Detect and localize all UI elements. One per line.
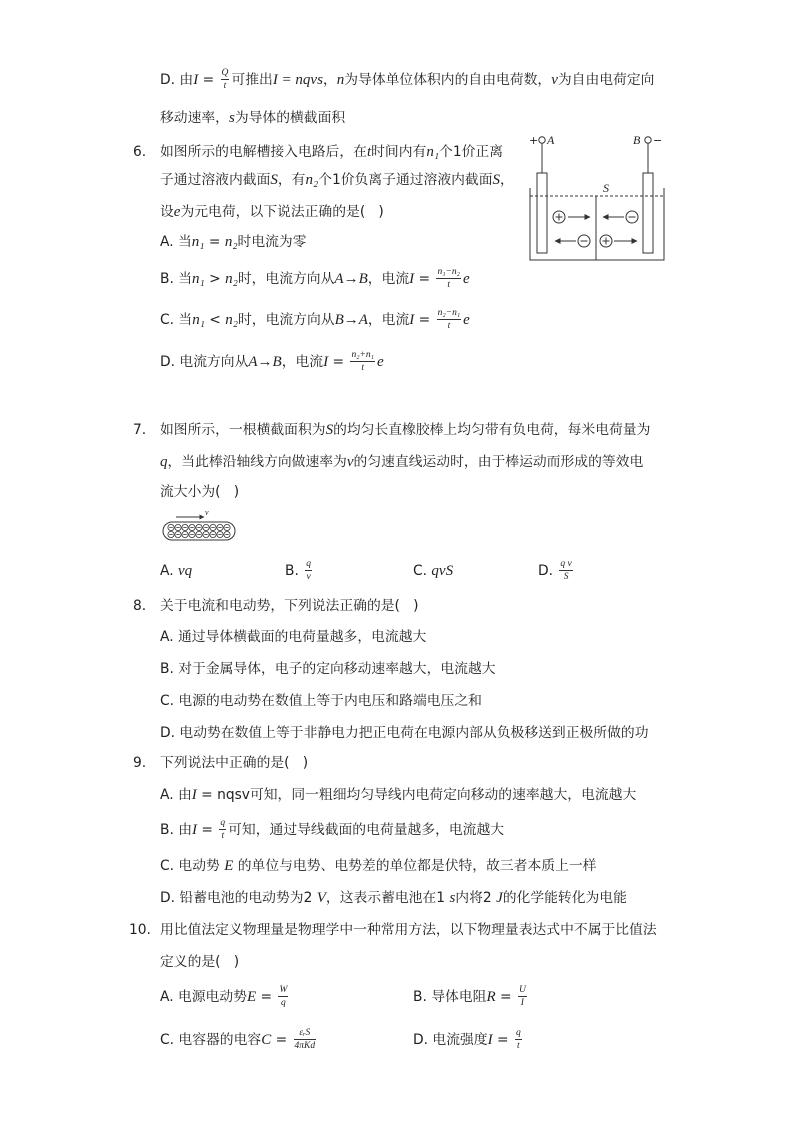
text-run: 的匀速直线运动时，由于棒运动而形成的等效电	[353, 454, 644, 470]
fraction-denominator: t	[447, 279, 451, 290]
text-run: =	[414, 312, 435, 328]
question-10-stem-line-1	[160, 918, 657, 942]
text-run: ，电流	[367, 312, 410, 328]
math-symbol: I	[193, 72, 199, 88]
math-symbol: B→A	[334, 312, 368, 328]
text-run: 关于电流和电动势，下列说法正确的是( )	[160, 598, 419, 614]
text-run: ，这表示蓄电池在1	[325, 890, 450, 906]
text-run: ，	[322, 72, 337, 88]
text-run: ，电流	[367, 271, 410, 287]
electrode-a-plate	[537, 173, 547, 253]
math-symbol: s	[449, 890, 456, 906]
negative-charge	[210, 524, 216, 530]
question-9-option-d	[160, 886, 627, 910]
math-symbol: A→B	[334, 271, 368, 287]
fraction	[305, 559, 312, 582]
question-10-option-d	[413, 1028, 524, 1052]
negative-ion	[626, 211, 638, 223]
text-run: 为元电荷，以下说法正确的是( )	[180, 204, 384, 220]
text-run: =	[328, 354, 349, 370]
math-symbol: V	[316, 890, 326, 906]
question-8-stem	[160, 594, 418, 618]
fraction-numerator: U	[518, 984, 526, 995]
text-run: 可推出	[231, 72, 273, 88]
fraction-denominator: t	[361, 362, 365, 373]
fraction-denominator: v	[306, 571, 311, 582]
fraction-numerator: W	[279, 984, 288, 995]
question-7-option-d	[538, 559, 575, 583]
fraction-numerator: εᵣS	[294, 1028, 317, 1040]
fraction	[515, 1028, 522, 1051]
negative-charge	[175, 531, 181, 537]
negative-charge	[224, 524, 230, 530]
negative-charge	[189, 524, 195, 530]
text-run: 为导体单位体积内的自由电荷数，	[344, 72, 552, 88]
text-run: 流大小为( )	[160, 484, 240, 500]
question-7-option-a	[160, 559, 192, 583]
fraction-denominator: 4πKd	[294, 1040, 316, 1051]
question-10-stem-line-2	[160, 950, 239, 974]
math-symbol: v	[551, 72, 558, 88]
question-8-option-c	[160, 689, 482, 713]
text-run: C. 电容器的电容	[160, 1032, 262, 1048]
terminal-b-post	[645, 137, 651, 143]
fraction-numerator: q	[306, 558, 311, 569]
velocity-label: v	[205, 508, 209, 517]
question-8-number: 8.	[133, 598, 147, 614]
math-symbol: e	[463, 312, 470, 328]
terminal-a-post	[539, 137, 545, 143]
math-symbol: J	[496, 890, 503, 906]
question-7-stem-line-2	[160, 450, 643, 474]
fraction-denominator: t	[516, 1040, 520, 1051]
text-run: = nqsv可知，同一粗细均匀导线内电荷定向移动的速率越大，电流越大	[196, 787, 637, 803]
question-6-option-b	[160, 267, 470, 291]
text-run: A. 当	[160, 234, 192, 250]
text-run: 个1价负离子通过溶液内截面	[318, 172, 493, 188]
question-6-stem-line-3	[160, 200, 384, 224]
fraction-numerator: q v	[560, 558, 572, 569]
terminal-b-label: B	[633, 133, 641, 147]
fraction-numerator: n₁−n₂	[437, 266, 460, 277]
math-symbol: n₁	[192, 312, 205, 328]
text-run: 内将2	[455, 890, 497, 906]
text-run: 为导体的横截面积	[234, 110, 346, 126]
question-6-option-a	[160, 230, 307, 254]
text-run: =	[256, 989, 277, 1005]
text-run: ，电流	[281, 354, 324, 370]
question-10-option-a	[160, 985, 290, 1009]
text-run: 移动速率，	[160, 110, 229, 126]
text-run: <	[204, 312, 226, 328]
math-symbol: S	[325, 422, 334, 438]
fraction	[436, 267, 461, 290]
text-run: 时，电流方向从	[237, 312, 335, 328]
text-run: B. 导体电阻	[413, 989, 487, 1005]
math-symbol: e	[376, 354, 384, 370]
negative-charge	[175, 524, 181, 530]
fraction-numerator: Q	[221, 67, 229, 78]
fraction-denominator: t	[447, 320, 451, 331]
question-10-option-c	[160, 1028, 318, 1052]
terminal-b-sign: −	[653, 134, 663, 147]
question-9-option-a	[160, 783, 636, 807]
negative-charge	[217, 531, 223, 537]
question-5-option-d-line-1	[160, 68, 654, 92]
text-run: =	[414, 271, 435, 287]
question-10-option-b	[413, 985, 529, 1009]
text-run: =	[198, 72, 219, 88]
question-5-option-d-line-2	[160, 106, 345, 130]
text-run: 个1价正离	[439, 144, 503, 160]
fraction	[437, 308, 462, 331]
question-6-option-c	[160, 308, 470, 332]
fraction-denominator: S	[563, 571, 569, 582]
math-symbol: qvS	[431, 563, 454, 579]
question-9-option-b	[160, 818, 504, 842]
math-symbol: n₂	[225, 271, 238, 287]
text-run: 时，电流方向从	[237, 271, 335, 287]
text-run: B.	[285, 563, 304, 579]
math-symbol: I	[409, 312, 415, 328]
negative-charge	[168, 531, 174, 537]
text-run: 的化学能转化为电能	[502, 890, 627, 906]
fraction-numerator: q	[220, 817, 226, 828]
text-run: 定义的是( )	[160, 954, 240, 970]
math-symbol: C	[261, 1032, 272, 1048]
text-run: 的单位与电势、电势差的单位都是伏特，故三者本质上一样	[233, 858, 597, 874]
text-run: 时间内有	[371, 144, 427, 160]
math-symbol: n₁	[191, 234, 205, 250]
math-symbol: t	[366, 144, 372, 160]
question-8-option-b	[160, 657, 496, 681]
text-run: 如图所示，一根横截面积为	[160, 422, 326, 438]
positive-ion	[553, 211, 565, 223]
negative-charge	[189, 531, 195, 537]
question-6-number: 6.	[133, 144, 147, 160]
text-run: =	[492, 1032, 513, 1048]
text-run: 下列说法中正确的是( )	[160, 755, 309, 771]
text-run: ，	[500, 172, 514, 188]
electrode-b-plate	[643, 173, 653, 253]
math-symbol: e	[173, 204, 181, 220]
fraction-numerator: n₂+n₁	[351, 349, 374, 360]
text-run: D. 由	[160, 72, 194, 88]
text-run: 时电流为零	[237, 234, 307, 250]
text-run: >	[204, 271, 226, 287]
text-run: A. 由	[160, 787, 192, 803]
math-symbol: E	[246, 989, 257, 1005]
text-run: B. 当	[160, 271, 193, 287]
negative-charge	[203, 524, 209, 530]
fraction	[219, 818, 226, 841]
text-run: 用比值法定义物理量是物理学中一种常用方法，以下物理量表达式中不属于比值法	[160, 922, 657, 938]
question-7-option-c	[413, 559, 453, 583]
text-run: A. 通过导体横截面的电荷量越多，电流越大	[160, 629, 427, 645]
terminal-a-label: A	[547, 133, 555, 147]
math-symbol: I = nqvs	[272, 72, 323, 88]
text-run: ，有	[277, 172, 306, 188]
fraction	[221, 68, 230, 91]
math-symbol: s	[228, 110, 235, 126]
question-6-stem-line-2	[160, 168, 514, 192]
question-8-option-d	[160, 721, 649, 745]
math-symbol: n₁	[426, 144, 440, 160]
question-9-number: 9.	[133, 755, 147, 771]
math-symbol: I	[191, 787, 197, 803]
text-run: B. 由	[160, 822, 193, 838]
text-run: C. 电源的电动势在数值上等于内电压和路端电压之和	[160, 693, 482, 709]
positive-ion	[600, 235, 612, 247]
text-run: C.	[413, 563, 432, 579]
text-run: D. 电流方向从	[160, 354, 249, 370]
negative-charge	[168, 524, 174, 530]
question-7-number: 7.	[133, 422, 147, 438]
negative-charges	[168, 524, 230, 537]
math-symbol: n₁	[192, 271, 205, 287]
negative-charge	[196, 531, 202, 537]
fraction-denominator: I	[520, 997, 524, 1008]
math-symbol: n₂	[305, 172, 319, 188]
question-6-option-d	[160, 350, 384, 374]
math-symbol: A→B	[248, 354, 282, 370]
text-run: D.	[538, 563, 558, 579]
math-symbol: I	[323, 354, 329, 370]
text-run: 设	[160, 204, 174, 220]
math-symbol: v	[346, 454, 354, 470]
question-7-stem-line-1	[160, 418, 650, 442]
text-run: 为自由电荷定向	[557, 72, 655, 88]
charged-rod-figure	[158, 508, 242, 544]
math-symbol: e	[463, 271, 470, 287]
fraction-denominator: t	[221, 830, 225, 841]
math-symbol: I	[192, 822, 198, 838]
text-run: C. 当	[160, 312, 193, 328]
text-run: =	[271, 1032, 292, 1048]
terminal-a-sign: +	[529, 134, 539, 147]
text-run: 如图所示的电解槽接入电路后，在	[160, 144, 367, 160]
cell-container	[530, 188, 664, 260]
negative-charge	[182, 524, 188, 530]
text-run: =	[197, 822, 218, 838]
text-run: 子通过溶液内截面	[160, 172, 271, 188]
math-symbol: n₂	[225, 312, 238, 328]
math-symbol: R	[486, 989, 496, 1005]
question-6-stem-line-1	[160, 140, 503, 164]
negative-ion	[578, 235, 590, 247]
math-symbol: I	[409, 271, 415, 287]
negative-charge	[224, 531, 230, 537]
question-9-stem	[160, 751, 308, 775]
text-run: B. 对于金属导体，电子的定向移动速率越大，电流越大	[160, 661, 496, 677]
fraction	[518, 985, 527, 1008]
fraction	[350, 350, 375, 373]
question-7-option-b	[285, 559, 314, 583]
text-run: =	[204, 234, 225, 250]
negative-charge	[217, 524, 223, 530]
text-run: A. 电源电动势	[160, 989, 247, 1005]
math-symbol: E	[224, 858, 234, 874]
text-run: ，当此棒沿轴线方向做速率为	[167, 454, 347, 470]
fraction-numerator: q	[515, 1027, 521, 1038]
text-run: D. 电流强度	[413, 1032, 488, 1048]
text-run: D. 电动势在数值上等于非静电力把正电荷在电源内部从负极移送到正极所做的功	[160, 725, 649, 741]
text-run: 的均匀长直橡胶棒上均匀带有负电荷，每米电荷量为	[333, 422, 651, 438]
negative-charge	[182, 531, 188, 537]
question-10-number: 10.	[129, 922, 151, 938]
question-7-stem-line-3	[160, 480, 239, 504]
electrolytic-cell-figure	[524, 128, 672, 266]
fraction-numerator: n₂−n₁	[437, 307, 461, 318]
fraction	[294, 1028, 317, 1051]
math-symbol: I	[487, 1032, 493, 1048]
math-symbol: S	[270, 172, 278, 188]
negative-charge	[203, 531, 209, 537]
text-run: A.	[160, 563, 178, 579]
math-symbol: n	[336, 72, 345, 88]
text-run: C. 电动势	[160, 858, 225, 874]
fraction-denominator: t	[223, 80, 227, 91]
negative-charge	[210, 531, 216, 537]
text-run: D. 铅蓄电池的电动势为2	[160, 890, 317, 906]
fraction	[278, 985, 288, 1008]
question-8-option-a	[160, 625, 426, 649]
text-run: =	[495, 989, 516, 1005]
math-symbol: q	[160, 454, 168, 470]
fraction-denominator: q	[281, 997, 286, 1008]
fraction	[559, 559, 572, 582]
math-symbol: S	[492, 172, 501, 188]
cross-section-label: S	[603, 181, 609, 195]
math-symbol: vq	[177, 563, 193, 579]
question-9-option-c	[160, 854, 596, 878]
negative-charge	[196, 524, 202, 530]
math-symbol: n₂	[224, 234, 238, 250]
text-run: 可知，通过导线截面的电荷量越多，电流越大	[228, 822, 505, 838]
